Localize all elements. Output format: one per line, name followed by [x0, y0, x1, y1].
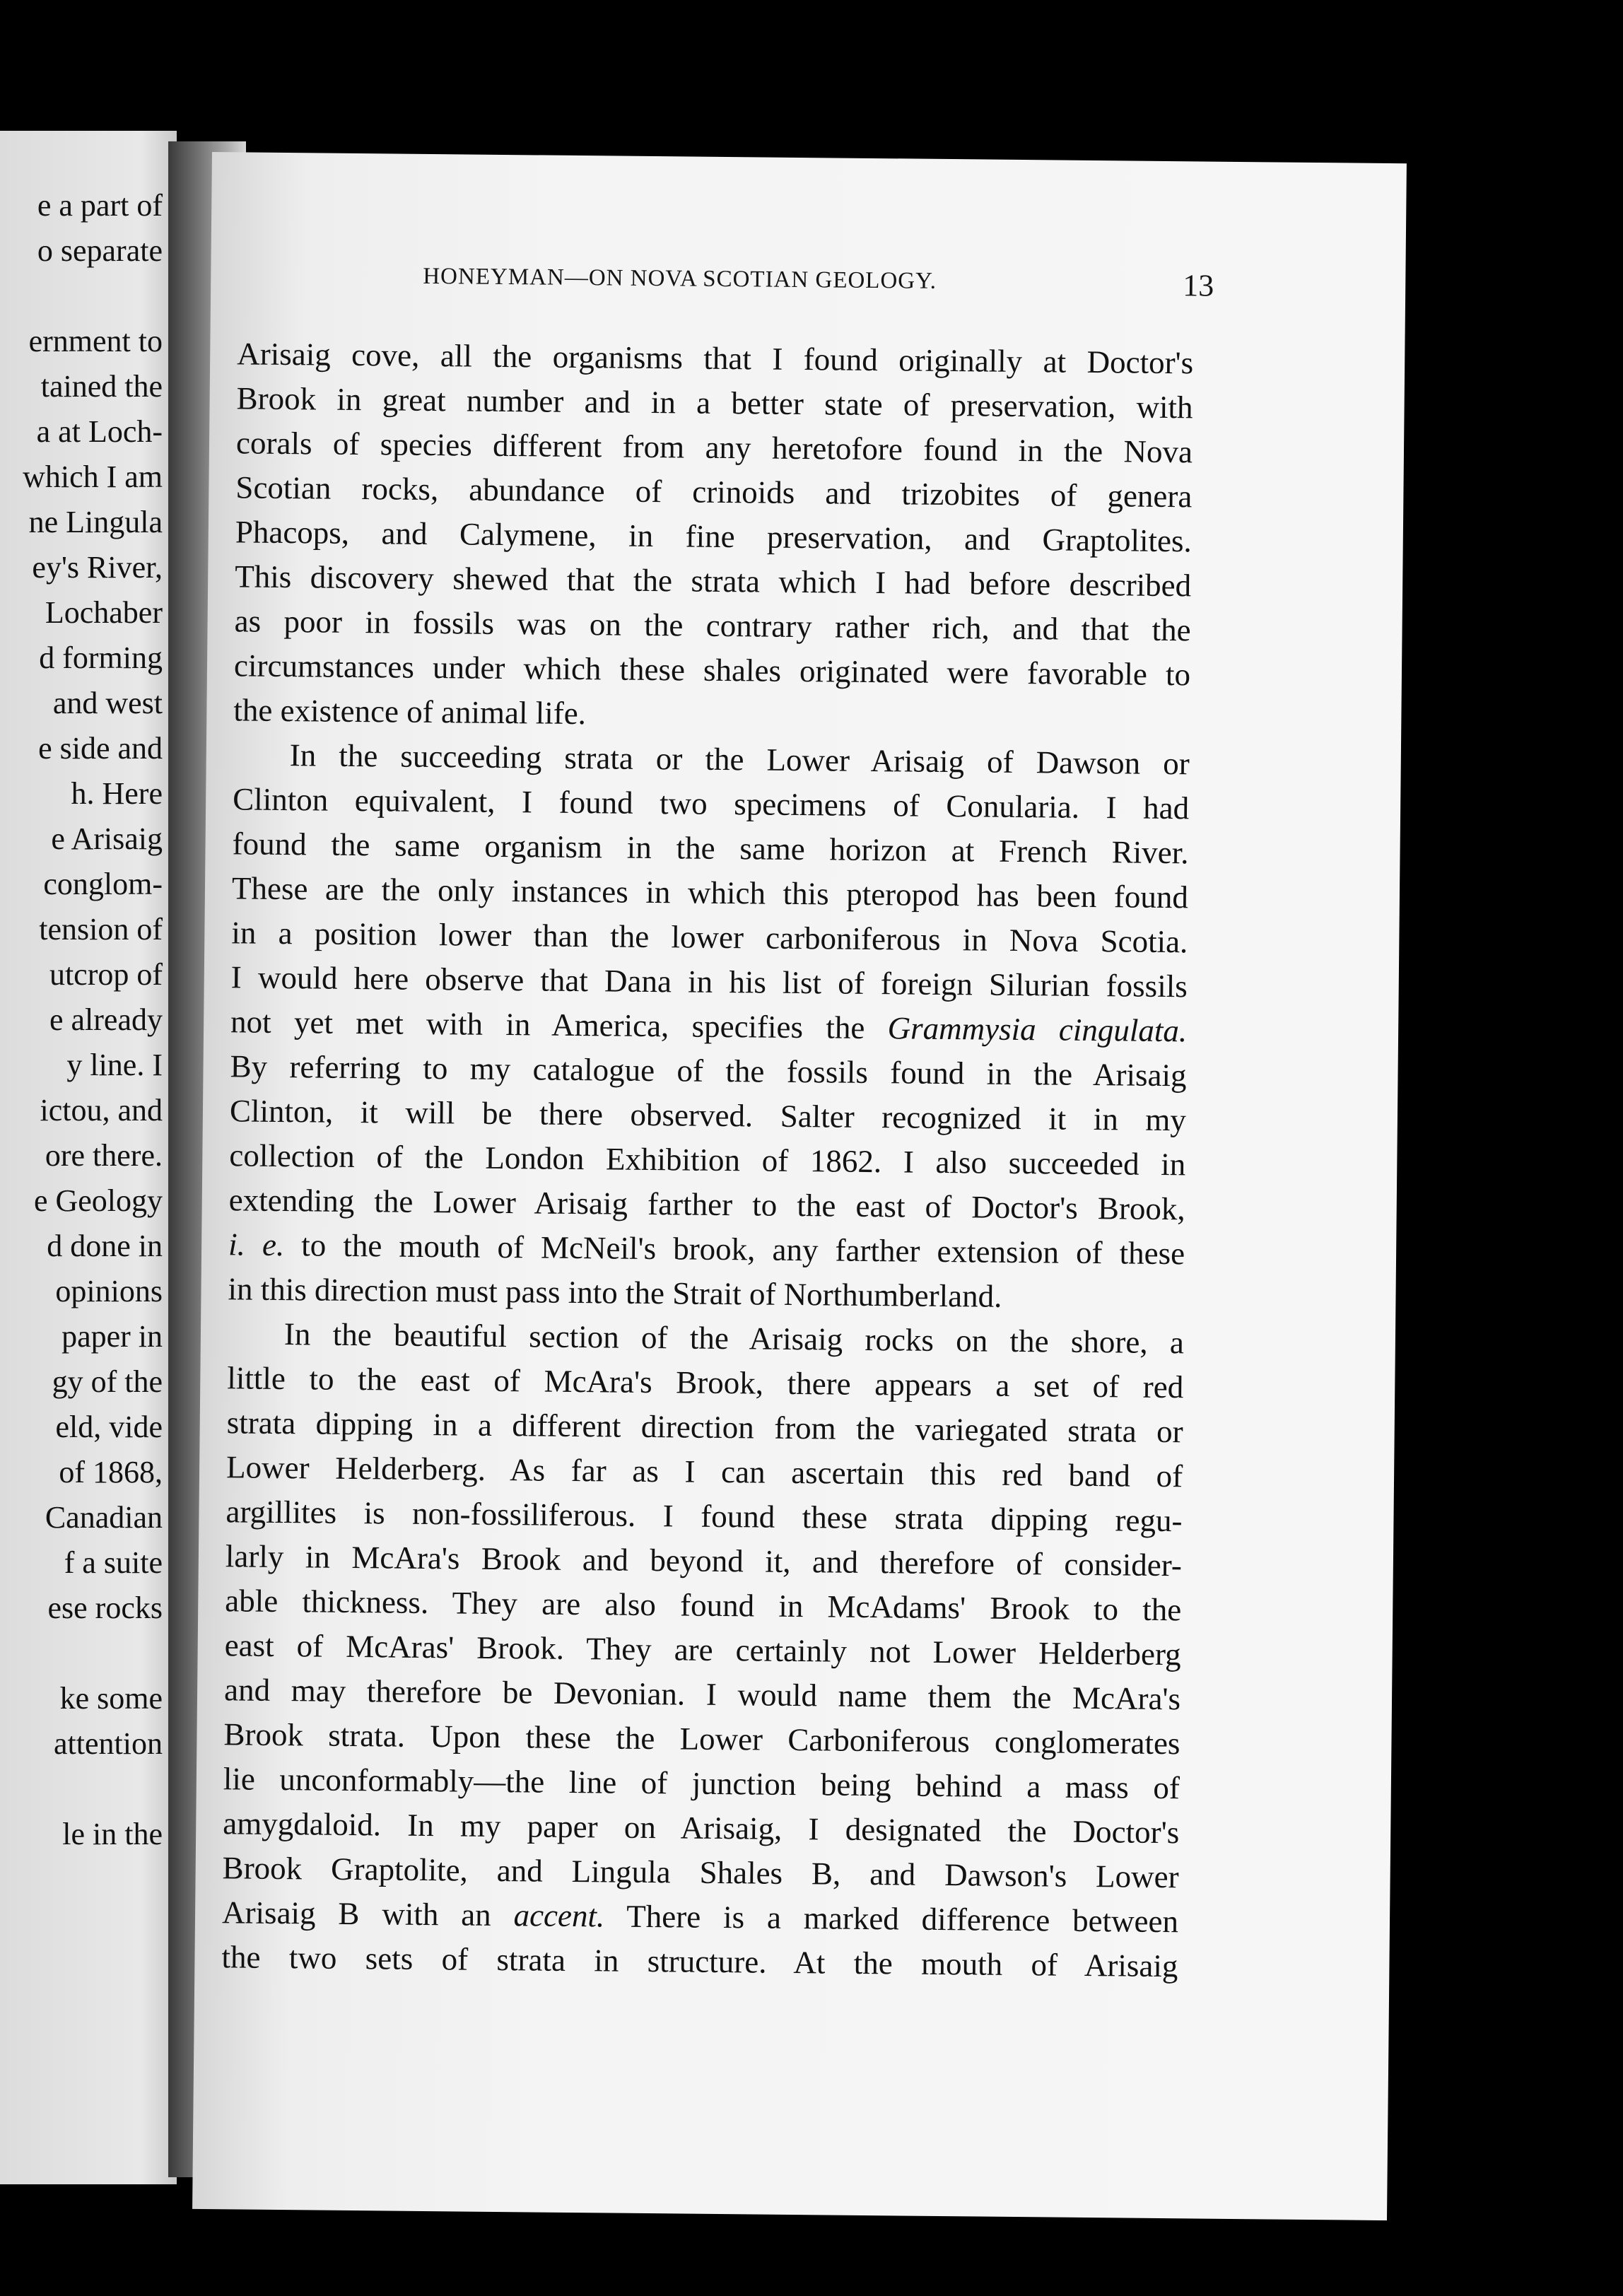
left-page-line: which I am: [23, 459, 163, 494]
abbreviation-italic: i. e.: [228, 1226, 285, 1263]
text-line: Scotian rocks, abundance of crinoids and trizobites of genera: [235, 469, 1193, 515]
text-line: strata dipping in a different direction from the variegated strata or: [226, 1405, 1183, 1450]
text-line: collection of the London Exhibition of 1862. I also succeeded in: [229, 1137, 1186, 1183]
left-page-line: e a part of: [37, 188, 163, 223]
left-page-line: conglom-: [43, 867, 163, 901]
text-line: in this direction must pass into the Strait of Northumberland.: [228, 1271, 1002, 1314]
text-line: found the same organism in the same horizon at French River.: [232, 826, 1189, 871]
text-line: This discovery shewed that the strata which I had before described: [234, 558, 1192, 604]
left-page-line: gy of the: [52, 1364, 163, 1399]
text-line: circumstances under which these shales originated were favorable to: [233, 648, 1191, 693]
page-number: 13: [1183, 268, 1214, 303]
left-page-line: of 1868,: [59, 1455, 163, 1489]
left-page-line: e already: [49, 1002, 163, 1037]
text-line: argillites is non-fossiliferous. I found these strata dipping regu-: [225, 1494, 1183, 1539]
left-page-line: ore there.: [45, 1138, 163, 1173]
left-page-line: e Arisaig: [51, 821, 163, 856]
left-page-line: f a suite: [64, 1545, 163, 1580]
left-page-line: ne Lingula: [28, 505, 163, 539]
text-line: in a position lower than the lower carboniferous in Nova Scotia.: [231, 915, 1188, 960]
left-page-line: d done in: [47, 1229, 163, 1263]
text-span: not yet met with in America, specifies the: [230, 1004, 865, 1046]
left-page-line: le in the: [62, 1817, 163, 1851]
text-line: These are the only instances in which this pteropod has been found: [231, 870, 1189, 915]
left-page-line: and west: [52, 686, 163, 720]
text-line: Arisaig cove, all the organisms that I found originally at Doctor's: [237, 336, 1194, 381]
left-facing-page: [0, 131, 177, 2184]
text-line: east of McAras' Brook. They are certainly not Lower Helderberg: [224, 1627, 1181, 1673]
text-line: [228, 1223, 1185, 1275]
text-line: Phacops, and Calymene, in fine preservation, and Graptolites.: [235, 514, 1193, 559]
text-line: Brook strata. Upon these the Lower Carboniferous conglomerates: [223, 1716, 1180, 1762]
left-page-line: ke some: [59, 1681, 163, 1716]
text-line: lie unconformably—the line of junction being behind a mass of: [223, 1761, 1180, 1806]
left-page-line: ernment to: [28, 324, 163, 358]
left-page-line: a at Loch-: [36, 414, 163, 449]
text-line: as poor in fossils was on the contrary rather rich, and that the: [234, 603, 1191, 648]
text-span: to the mouth of McNeil's brook, any farther extension of these: [301, 1227, 1185, 1272]
text-line: Clinton, it will be there observed. Salter recognized it in my: [229, 1093, 1187, 1138]
text-line: Lower Helderberg. As far as I can ascertain this red band of: [225, 1449, 1183, 1494]
text-line: Brook in great number and in a better state of preservation, with: [236, 380, 1193, 426]
text-line: larly in McAra's Brook and beyond it, and therefore of consider-: [225, 1538, 1183, 1583]
left-page-line: tension of: [39, 912, 163, 947]
left-page-line: paper in: [61, 1319, 163, 1354]
accent-italic: accent.: [513, 1897, 605, 1934]
left-page-line: y line. I: [66, 1048, 163, 1082]
left-page-line: Lochaber: [45, 595, 163, 630]
text-line: amygdaloid. In my paper on Arisaig, I designated the Doctor's: [223, 1805, 1180, 1851]
running-head: HONEYMAN—ON NOVA SCOTIAN GEOLOGY.: [423, 263, 937, 294]
left-page-line: d forming: [39, 640, 163, 675]
text-line: little to the east of McAra's Brook, there appears a set of red: [227, 1360, 1184, 1405]
left-page-line: attention: [54, 1726, 163, 1761]
text-line: [222, 1891, 1179, 1943]
paragraph-start-line: In the beautiful section of the Arisaig rocks on the shore, a: [283, 1316, 1185, 1361]
page-13: [192, 152, 1407, 2220]
left-page-line: ictou, and: [40, 1093, 163, 1128]
left-page-line: e Geology: [33, 1183, 163, 1218]
text-line: the two sets of strata in structure. At the mouth of Arisaig: [221, 1939, 1178, 1984]
left-page-line: utcrop of: [49, 957, 163, 992]
left-page-line: tained the: [40, 369, 163, 404]
paragraph-start-line: In the succeeding strata or the Lower Arisaig of Dawson or: [289, 737, 1190, 782]
left-page-line: e side and: [38, 731, 163, 766]
left-page-line: opinions: [55, 1274, 163, 1308]
left-page-line: ey's River,: [32, 550, 163, 585]
text-line: Clinton equivalent, I found two specimens of Conularia. I had: [232, 781, 1190, 826]
left-page-line: h. Here: [71, 776, 163, 811]
text-line: able thickness. They are also found in McAdams' Brook to the: [225, 1583, 1182, 1628]
species-name-italic: Grammysia cingulata.: [887, 1010, 1188, 1049]
left-page-line: ese rocks: [47, 1591, 163, 1625]
text-span: There is a marked difference between: [604, 1898, 1179, 1940]
left-page-line: Canadian: [45, 1500, 163, 1535]
left-page-line: o separate: [37, 233, 163, 268]
text-line: Brook Graptolite, and Lingula Shales B, and Dawson's Lower: [222, 1850, 1179, 1895]
text-line: and may therefore be Devonian. I would name them the McAra's: [223, 1672, 1181, 1717]
text-line: I would here observe that Dana in his list of foreign Silurian fossils: [230, 959, 1188, 1004]
text-line: the existence of animal life.: [233, 692, 587, 732]
text-line: corals of species different from any heretofore found in the Nova: [235, 425, 1193, 470]
text-span: Arisaig B with an: [221, 1894, 491, 1933]
text-line: [230, 1000, 1188, 1052]
text-line: extending the Lower Arisaig farther to the east of Doctor's Brook,: [228, 1182, 1185, 1227]
left-page-line: eld, vide: [55, 1410, 163, 1444]
text-line: By referring to my catalogue of the fossils found in the Arisaig: [230, 1048, 1187, 1094]
